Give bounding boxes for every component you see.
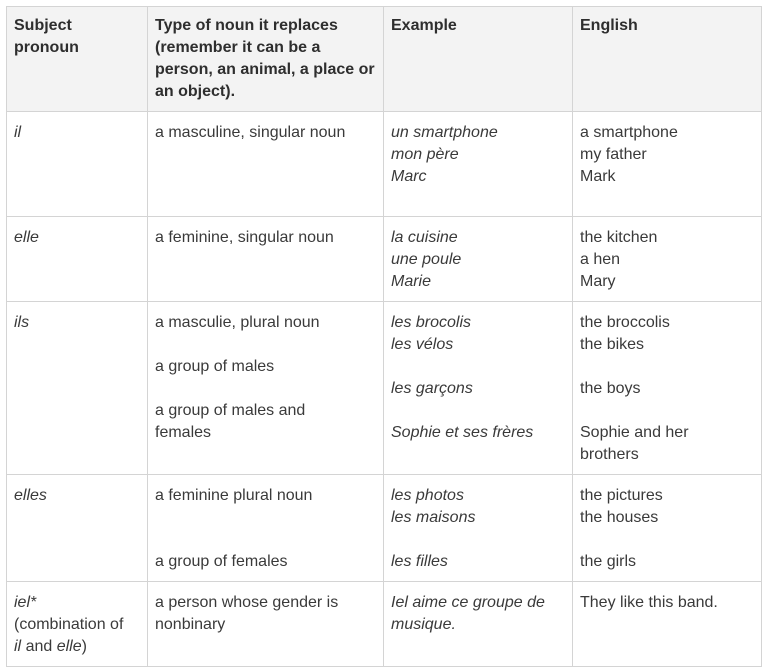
header-english: English [573, 7, 762, 112]
english-line: the girls [580, 553, 637, 570]
table-row-elle [7, 217, 762, 302]
pronoun-table [6, 6, 762, 667]
pronoun-cell [7, 582, 148, 667]
example-cell [384, 112, 573, 217]
note-and: and [25, 638, 53, 655]
english-line: the bikes [580, 336, 645, 353]
example-line: les maisons [391, 509, 476, 526]
pronoun-cell: il [7, 112, 148, 217]
example-line: un smartphone [391, 124, 498, 141]
example-cell [384, 217, 573, 302]
pronoun-label: iel* [14, 594, 37, 611]
english-line: the kitchen [580, 229, 658, 246]
noun-type-line: a masculie, plural noun [155, 314, 320, 331]
pronoun-note: (combination of [14, 616, 124, 633]
example-line: les filles [391, 553, 448, 570]
noun-type-cell: a masculine, singular noun [148, 112, 384, 217]
example-line: la cuisine [391, 229, 458, 246]
note-close: ) [81, 638, 87, 655]
example-line: les garçons [391, 380, 473, 397]
noun-type-cell: a person whose gender is nonbinary [148, 582, 384, 667]
english-cell [573, 112, 762, 217]
english-cell [573, 302, 762, 475]
header-example: Example [384, 7, 573, 112]
english-line: Sophie and her brothers [580, 424, 689, 463]
english-line: a smartphone [580, 124, 678, 141]
noun-type-line: a group of males and females [155, 402, 306, 441]
english-cell: They like this band. [573, 582, 762, 667]
example-cell: Iel aime ce groupe de musique. [384, 582, 573, 667]
example-line: les photos [391, 487, 464, 504]
pronoun-cell: elles [7, 475, 148, 582]
noun-type-cell [148, 302, 384, 475]
example-line: Marie [391, 273, 432, 290]
english-line: Mark [580, 168, 616, 185]
note-il: il [14, 638, 22, 655]
example-line: Sophie et ses frères [391, 424, 534, 441]
header-row [7, 7, 762, 112]
table-row-elles [7, 475, 762, 582]
pronoun-note-combination [14, 636, 140, 658]
english-line: the broccolis [580, 314, 670, 331]
noun-type-line: a group of males [155, 358, 275, 375]
table-row-il [7, 112, 762, 217]
english-line: the houses [580, 509, 659, 526]
example-line: les vélos [391, 336, 454, 353]
noun-type-cell [148, 475, 384, 582]
table-row-ils [7, 302, 762, 475]
english-line: the boys [580, 380, 641, 397]
example-line: mon père [391, 146, 459, 163]
example-line: Marc [391, 168, 427, 185]
pronoun-cell: elle [7, 217, 148, 302]
example-cell [384, 302, 573, 475]
noun-type-line: a group of females [155, 553, 288, 570]
english-cell [573, 475, 762, 582]
english-line: a hen [580, 251, 621, 268]
header-subject-pronoun: Subject pronoun [7, 7, 148, 112]
note-elle: elle [56, 638, 82, 655]
example-line: les brocolis [391, 314, 472, 331]
noun-type-line: a feminine plural noun [155, 487, 313, 504]
pronoun-cell: ils [7, 302, 148, 475]
example-line: une poule [391, 251, 462, 268]
noun-type-cell: a feminine, singular noun [148, 217, 384, 302]
english-line: Mary [580, 273, 616, 290]
example-cell [384, 475, 573, 582]
english-line: the pictures [580, 487, 663, 504]
english-line: my father [580, 146, 647, 163]
english-cell [573, 217, 762, 302]
header-noun-type: Type of noun it replaces (remember it can be a person, an animal, a place or an object). [148, 7, 384, 112]
table-row-iel [7, 582, 762, 667]
